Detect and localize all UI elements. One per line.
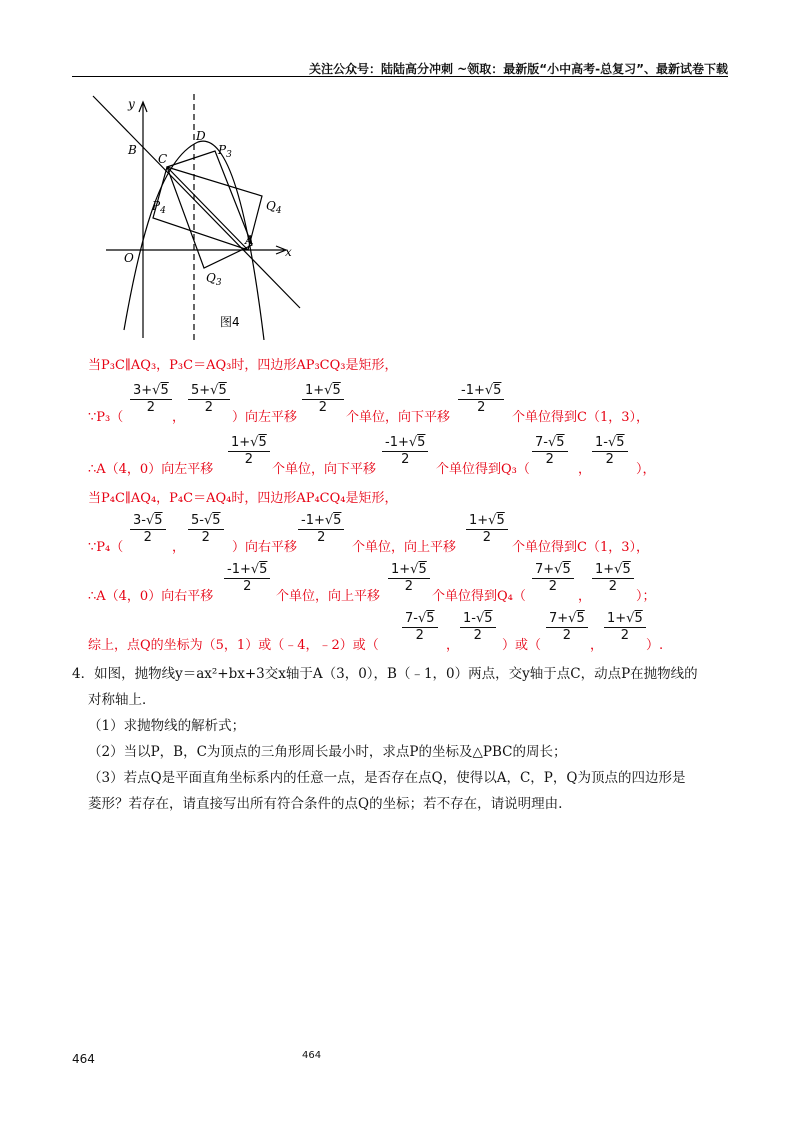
solution-line-7b: ， (446, 638, 460, 653)
page-header: 关注公众号：陆陆高分冲刺 ~领取：最新版“小中高考-总复习”、最新试卷下载 (309, 62, 728, 76)
fraction: $\frac{7+√5}{2}$ (546, 611, 588, 643)
fraction: $\frac{1-√5}{2}$ (592, 435, 628, 467)
solution-line-6c: 个单位得到Q₄（ (432, 589, 526, 604)
fraction: $\frac{5+√5}{2}$ (188, 383, 230, 415)
label-p3: $P_3$ (218, 143, 232, 160)
fraction: $\frac{-1+√5}{2}$ (298, 513, 344, 545)
label-b: B (128, 143, 137, 157)
label-q4: $Q_4$ (266, 199, 282, 216)
solution-line-2a: ∵P₃（ (88, 410, 124, 425)
label-y: y (128, 97, 135, 111)
fraction: $\frac{1+√5}{2}$ (388, 562, 430, 594)
solution-line-5b: ， (172, 540, 186, 555)
solution-line-5c: ）向右平移 (232, 540, 298, 555)
fraction: $\frac{7-√5}{2}$ (532, 435, 568, 467)
solution-line-3a: ∴A（4，0）向左平移 (88, 462, 214, 477)
solution-line-6d: ， (578, 589, 592, 604)
solution-line-3b: 个单位，向下平移 (272, 462, 377, 477)
fraction: $\frac{1+√5}{2}$ (604, 611, 646, 643)
solution-line-4: 当P₄C∥AQ₄，P₄C＝AQ₄时，四边形AP₄CQ₄是矩形， (88, 491, 398, 506)
label-o: O (124, 251, 134, 265)
solution-line-3e: ）， (636, 462, 656, 477)
fraction: $\frac{1+√5}{2}$ (466, 513, 508, 545)
solution-line-6b: 个单位，向上平移 (276, 589, 381, 604)
label-c: C (158, 152, 168, 166)
problem-4-line-1: 4．如图，抛物线y＝ax²+bx+3交x轴于A（3，0），B（﹣1，0）两点，交y轴于点C，动点P在抛物线的 (72, 666, 698, 682)
label-x: x (285, 245, 292, 259)
fraction: $\frac{1+√5}{2}$ (592, 562, 634, 594)
label-a: A (245, 233, 254, 247)
fraction: $\frac{3+√5}{2}$ (130, 383, 172, 415)
solution-line-7d: ， (590, 638, 604, 653)
label-d: D (196, 129, 206, 143)
solution-line-6e: ）； (636, 589, 656, 604)
solution-line-5e: 个单位得到C（1，3）， (512, 540, 649, 555)
solution-line-3c: 个单位得到Q₃（ (436, 462, 530, 477)
solution-line-6a: ∴A（4，0）向右平移 (88, 589, 214, 604)
label-q3: $Q_3$ (206, 271, 222, 288)
page-number-left: 464 (72, 1052, 95, 1066)
solution-line-7c: ）或（ (502, 638, 542, 653)
fraction: $\frac{1-√5}{2}$ (460, 611, 496, 643)
fraction: $\frac{1+√5}{2}$ (302, 383, 344, 415)
problem-4-part-1: （1）求抛物线的解析式； (88, 718, 246, 734)
header-rule (72, 76, 728, 77)
solution-line-7e: ）. (646, 638, 664, 653)
solution-line-7a: 综上，点Q的坐标为（5，1）或（﹣4，﹣2）或（ (88, 638, 379, 653)
problem-4-part-2: （2）当以P，B，C为顶点的三角形周长最小时，求点P的坐标及△PBC的周长； (88, 744, 567, 760)
solution-line-2e: 个单位得到C（1，3）， (512, 410, 649, 425)
fraction: $\frac{-1+√5}{2}$ (224, 562, 270, 594)
solution-line-2b: ， (172, 410, 186, 425)
geometry-figure (88, 90, 306, 340)
problem-4-part-3: （3）若点Q是平面直角坐标系内的任意一点，是否存在点Q，使得以A，C，P，Q为顶点的四边形是 (88, 770, 686, 786)
fraction: $\frac{1+√5}{2}$ (228, 435, 270, 467)
fraction: $\frac{5-√5}{2}$ (188, 513, 224, 545)
label-p4: $P_4$ (152, 199, 166, 216)
page-number-center: 464 (302, 1050, 322, 1061)
fraction: $\frac{7-√5}{2}$ (402, 611, 438, 643)
figure-caption: 图4 (220, 315, 240, 329)
solution-line-5a: ∵P₄（ (88, 540, 124, 555)
solution-line-2d: 个单位，向下平移 (346, 410, 451, 425)
fraction: $\frac{7+√5}{2}$ (532, 562, 574, 594)
fraction: $\frac{-1+√5}{2}$ (382, 435, 428, 467)
solution-line-3d: ， (578, 462, 592, 477)
problem-4-part-3-cont: 菱形？若存在，请直接写出所有符合条件的点Q的坐标；若不存在，请说明理由. (88, 796, 563, 812)
solution-line-5d: 个单位，向上平移 (352, 540, 457, 555)
fraction: $\frac{3-√5}{2}$ (130, 513, 166, 545)
solution-line-2c: ）向左平移 (232, 410, 298, 425)
solution-line-1: 当P₃C∥AQ₃，P₃C＝AQ₃时，四边形AP₃CQ₃是矩形， (88, 358, 398, 373)
fraction: $\frac{-1+√5}{2}$ (458, 383, 504, 415)
problem-4-line-2: 对称轴上． (88, 692, 156, 708)
